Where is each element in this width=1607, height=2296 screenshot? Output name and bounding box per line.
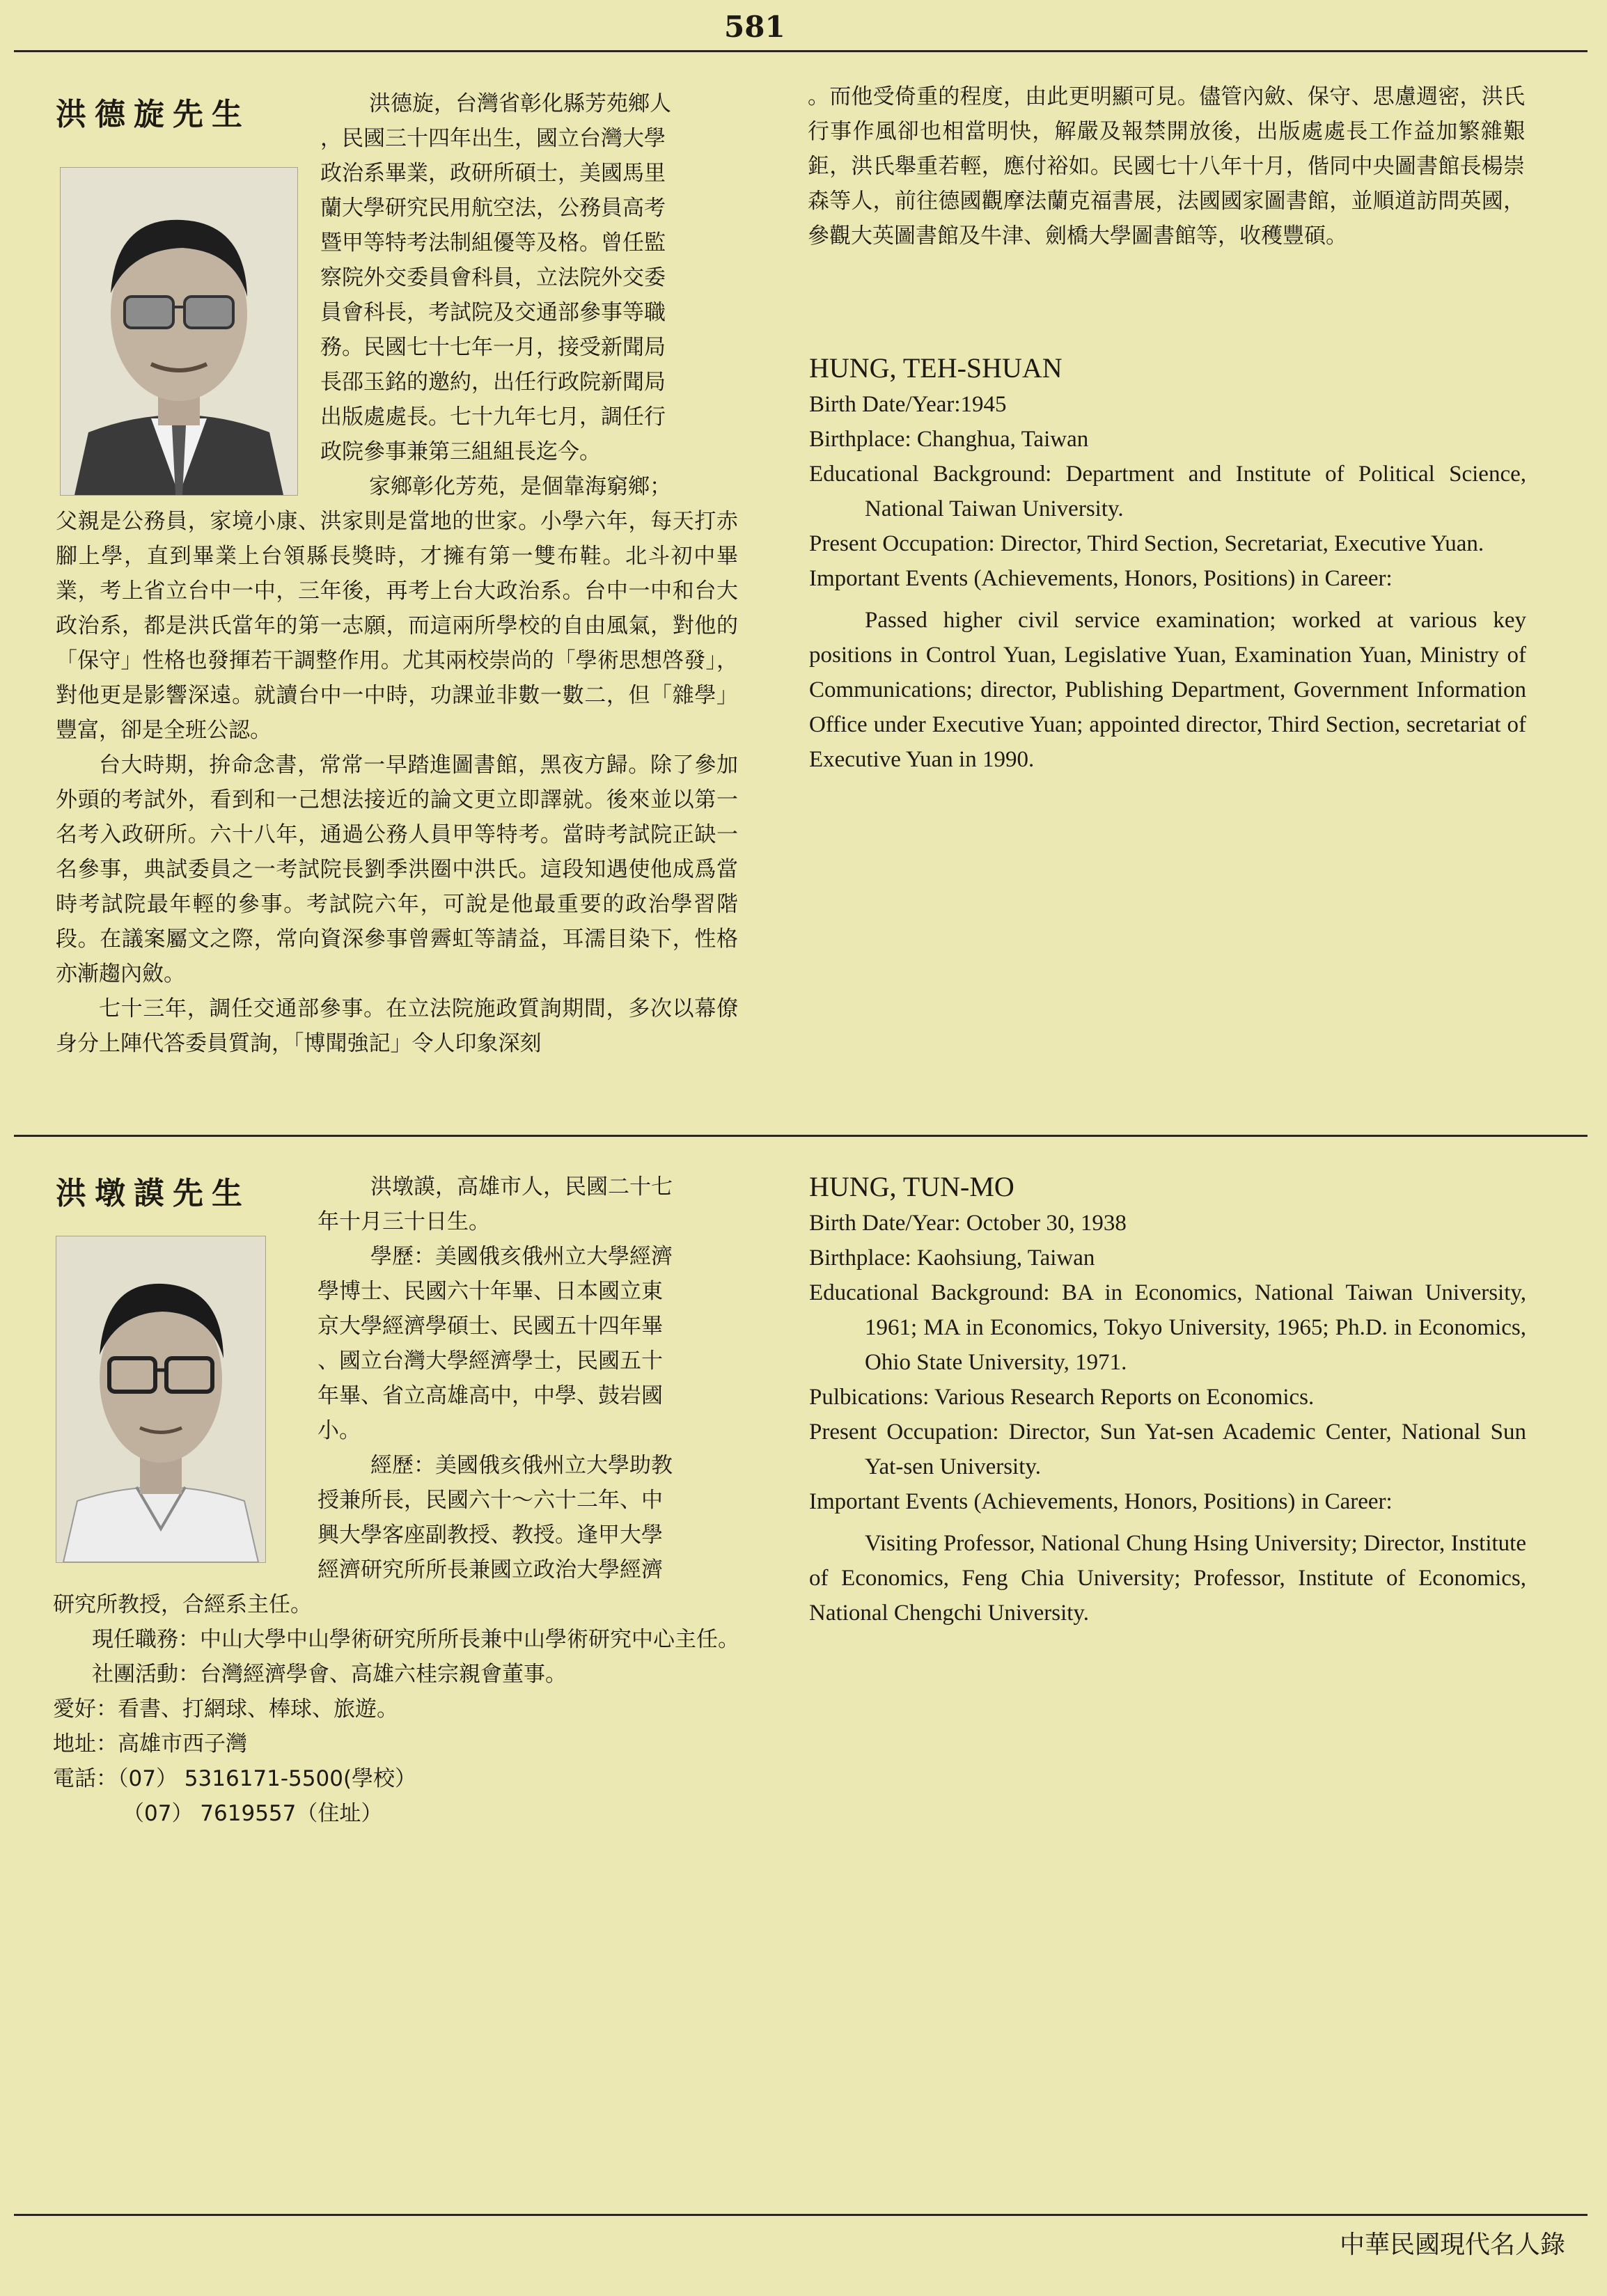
entry1-zh-intro-line: ，民國三十四年出生，國立台灣大學 (320, 126, 666, 151)
entry2-zh-exp-end: 研究所教授，合經系主任。 (53, 1592, 312, 1617)
entry2-zh-exp-line: 授兼所長，民國六十～六十二年、中 (318, 1488, 663, 1513)
entry1-zh-intro-line: 務。民國七十七年一月，接受新聞局 (320, 335, 666, 360)
entry2-en-section (809, 1170, 1526, 1630)
entry1-zh-intro-line: 出版處處長。七十九年七月，調任行 (320, 404, 666, 430)
entry2-en-field: Pulbications: Various Research Reports on Economics. (809, 1385, 1315, 1410)
entry1-zh-body-side: 家鄉彰化芳苑，是個靠海窮鄉； (369, 474, 671, 499)
entry1-zh-intro-line: 察院外交委員會科員，立法院外交委 (320, 265, 666, 290)
entry1-zh-intro-line: 政院參事兼第三組組長迄今。 (320, 439, 601, 464)
entry2-zh-current-position: 現任職務：中山大學中山學術研究所所長兼中山學術研究中心主任。 (92, 1627, 739, 1652)
entry1-en-field: Birthplace: Changhua, Taiwan (809, 427, 1089, 452)
entry2-zh-edu-line: 京大學經濟學碩士、民國五十四年畢 (318, 1314, 663, 1339)
entry2-zh-edu-line: 學歷：美國俄亥俄州立大學經濟 (370, 1244, 673, 1269)
entry2-zh-name: 洪墩謨先生 (56, 1176, 251, 1211)
entry1-en-field: Birth Date/Year:1945 (809, 392, 1007, 417)
entry1-zh-intro (320, 86, 738, 504)
entry1-zh-name: 洪德旋先生 (56, 97, 251, 132)
entry2-zh-edu-line: 學博士、民國六十年畢、日本國立東 (318, 1279, 663, 1304)
footer-rule (14, 2214, 1588, 2216)
entry2-en-name: HUNG, TUN-MO (809, 1171, 1014, 1202)
entry2-zh-edu-line: 小。 (318, 1418, 361, 1443)
entry1-zh-continuation (808, 79, 1525, 253)
entry2-en-field: Birth Date/Year: October 30, 1938 (809, 1211, 1127, 1236)
entry2-zh-intro (318, 1170, 742, 1587)
entry2-zh-details (53, 1587, 742, 1831)
entry1-zh-paragraph: 父親是公務員，家境小康、洪家則是當地的世家。小學六年，每天打赤腳上學，直到畢業上台領縣長獎時，才擁有第一雙布鞋。北斗初中畢業，考上省立台中一中，三年後，再考上台大政治系。台中一中和台大政治系，都是洪氏當年的第一志願，而這兩所學校的自由風氣，對他的「保守」性格也發揮若干調整作用。尤其兩校崇尚的「學術思想啓發」，對他更是影響深遠。就讀台中一中時，功課並非數一數二，但「雜學」豐富，卻是全班公認。 (56, 509, 738, 743)
footer-title: 中華民國現代名人錄 (1339, 2231, 1565, 2259)
entry2-zh-edu-line: 年畢、省立高雄高中，中學、鼓岩國 (318, 1383, 663, 1408)
top-rule (14, 50, 1588, 52)
entry1-en-events: Passed higher civil service examination; worked at various key positions in Control Yuan, Legislative Yuan, Examination Yuan, Ministry of Communications; director, Publishing Department, Government Information Office under Executive Yuan; appointed director, Third Section, secretariat of Executive Yuan in 1990. (809, 608, 1526, 772)
entry1-zh-intro-line: 洪德旋，台灣省彰化縣芳苑鄉人 (369, 91, 671, 116)
entry1-portrait (60, 167, 298, 496)
entry1-en-field: Important Events (Achievements, Honors, Positions) in Career: (809, 566, 1393, 591)
entry1-zh-paragraph: 台大時期，拚命念書，常常一早踏進圖書館，黑夜方歸。除了參加外頭的考試外，看到和一己想法接近的論文更立即譯就。後來並以第一名考入政研所。六十八年，通過公務人員甲等特考。當時考試院正缺一名參事，典試委員之一考試院長劉季洪圈中洪氏。這段知遇使他成爲當時考試院最年輕的參事。考試院六年，可說是他最重要的政治學習階段。在議案屬文之際，常向資深參事曾霽虹等請益，耳濡目染下，性格亦漸趨內斂。 (56, 753, 738, 986)
entry2-zh-edu-line: 、國立台灣大學經濟學士，民國五十 (318, 1348, 663, 1374)
entry1-en-field: Present Occupation: Director, Third Section, Secretariat, Executive Yuan. (809, 531, 1484, 556)
entry2-zh-phone-school: 電話：（07） 5316171-5500(學校） (53, 1766, 417, 1791)
entry1-zh-intro-line: 暨甲等特考法制組優等及格。曾任監 (320, 230, 666, 255)
entry2-en-field: Educational Background: BA in Economics, National Taiwan University, 1961; MA in Economics, Tokyo University, 1965; Ph.D. in Economics, Ohio State University, 1971. (809, 1280, 1526, 1375)
entry1-zh-intro-line: 員會科長，考試院及交通部參事等職 (320, 300, 666, 325)
entry1-zh-intro-line: 長邵玉銘的邀約，出任行政院新聞局 (320, 370, 666, 395)
entry1-zh-paragraph: 。而他受倚重的程度，由此更明顯可見。儘管內斂、保守、思慮週密，洪氏行事作風卻也相當明快，解嚴及報禁開放後，出版處處長工作益加繁雜艱鉅，洪氏舉重若輕，應付裕如。民國七十八年十月，偕同中央圖書館長楊崇森等人，前往德國觀摩法蘭克福書展，法國國家圖書館，並順道訪問英國，參觀大英圖書館及牛津、劍橋大學圖書館等，收穫豐碩。 (808, 84, 1525, 249)
entry2-zh-exp-line: 興大學客座副教授、教授。逢甲大學 (318, 1523, 663, 1548)
entry1-en-name: HUNG, TEH-SHUAN (809, 352, 1063, 384)
entry2-en-events: Visiting Professor, National Chung Hsing University; Director, Institute of Economics, Feng Chia University; Professor, Institute of Economics, National Chengchi University. (809, 1531, 1526, 1626)
entry1-zh-intro-line: 政治系畢業，政研所碩士，美國馬里 (320, 161, 666, 186)
entry1-en-field: Educational Background: Department and Institute of Political Science, National Taiwan University. (809, 462, 1526, 521)
entry2-zh-exp-line: 經歷：美國俄亥俄州立大學助教 (370, 1453, 673, 1478)
entry1-zh-paragraph: 七十三年，調任交通部參事。在立法院施政質詢期間，多次以幕僚身分上陣代答委員質詢，「博聞強記」令人印象深刻 (56, 996, 738, 1056)
entry2-zh-associations: 社團活動：台灣經濟學會、高雄六桂宗親會董事。 (92, 1662, 567, 1687)
entry2-en-field: Birthplace: Kaohsiung, Taiwan (809, 1245, 1095, 1271)
entry2-zh-exp-line: 經濟研究所所長兼國立政治大學經濟 (318, 1557, 663, 1582)
entry2-zh-phone-home: （07） 7619557（住址） (123, 1801, 383, 1826)
entry2-zh-intro-line: 洪墩謨，高雄市人，民國二十七 (370, 1174, 673, 1200)
entry2-zh-intro-line: 年十月三十日生。 (318, 1209, 490, 1234)
page-number: 581 (724, 10, 785, 44)
entry2-en-field: Important Events (Achievements, Honors, Positions) in Career: (809, 1489, 1393, 1514)
entry-divider (14, 1135, 1588, 1137)
entry2-zh-address: 地址：高雄市西子灣 (53, 1731, 247, 1756)
entry2-portrait (56, 1236, 266, 1563)
entry2-zh-hobbies: 愛好：看書、打網球、棒球、旅遊。 (53, 1697, 398, 1722)
entry2-en-field: Present Occupation: Director, Sun Yat-sen Academic Center, National Sun Yat-sen University. (809, 1420, 1526, 1479)
entry1-zh-body (56, 504, 738, 1061)
entry1-zh-intro-line: 蘭大學研究民用航空法，公務員高考 (320, 196, 666, 221)
entry1-en-section (809, 351, 1526, 777)
